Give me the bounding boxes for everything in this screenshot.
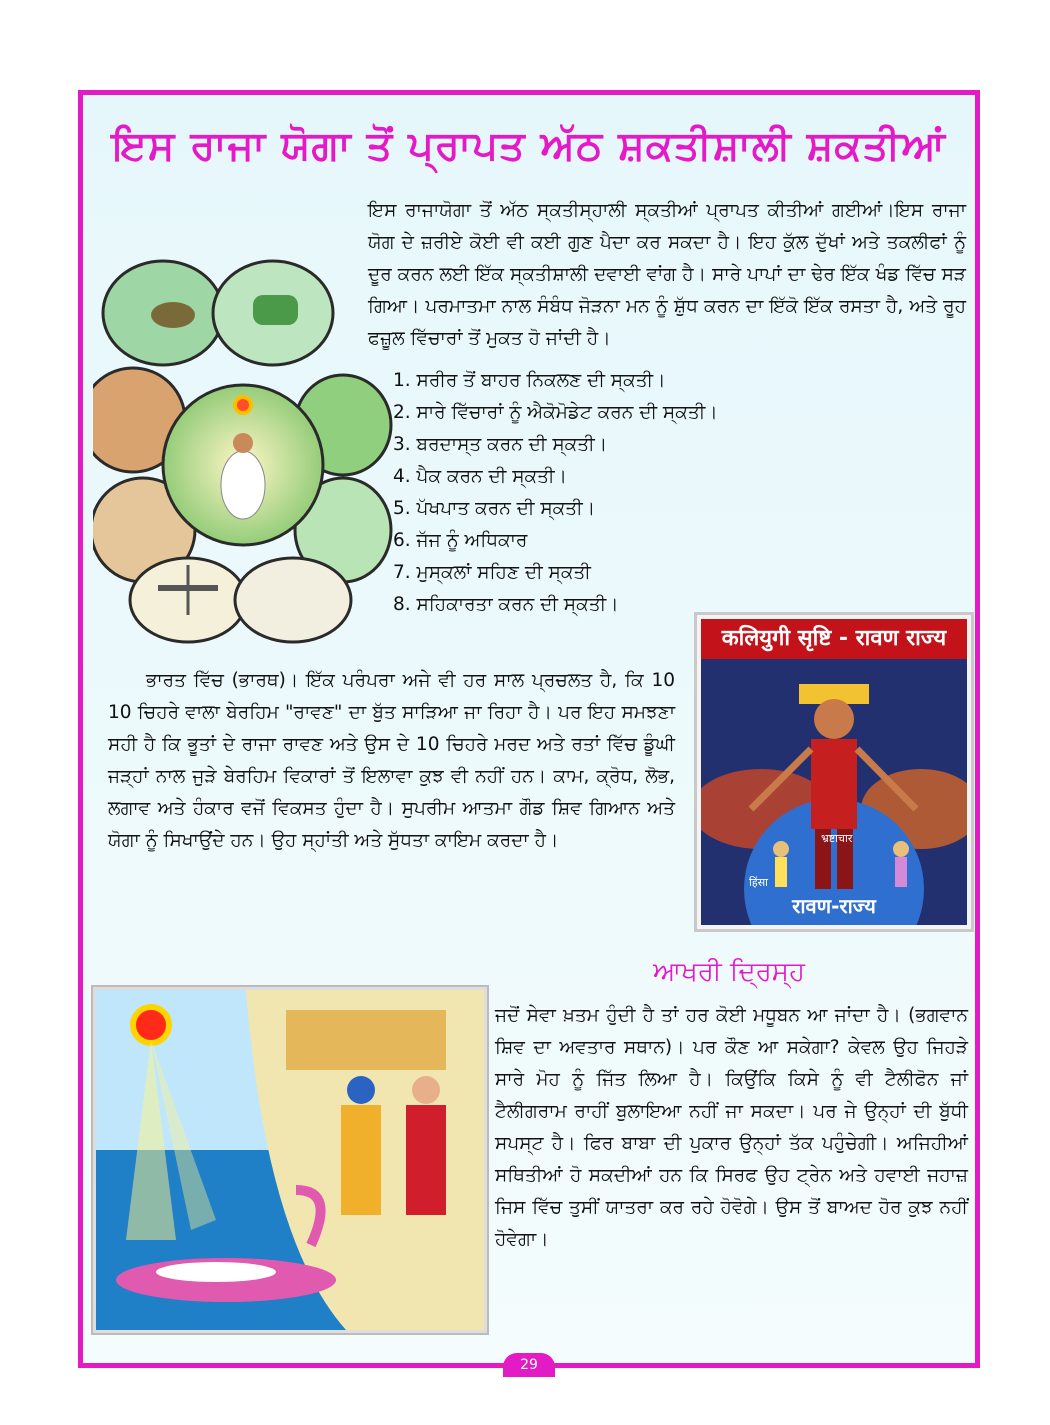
final-scene-illustration — [96, 990, 484, 1330]
ravan-image-title: कलियुगी सृष्टि - रावण राज्य — [701, 619, 967, 659]
power-item: 7. ਮੁਸ੍ਕਲਾਂ ਸਹਿਣ ਦੀ ਸ੍ਕਤੀ — [393, 562, 591, 583]
power-item: 5. ਪੱਖਪਾਤ ਕਰਨ ਦੀ ਸ੍ਕਤੀ। — [393, 498, 596, 519]
ravan-rajya-image — [697, 615, 971, 929]
power-item: 4. ਪੈਕ ਕਰਨ ਦੀ ਸ੍ਕਤੀ। — [393, 466, 568, 487]
page-frame — [78, 90, 980, 1373]
ravan-image-bottom-text: रावण-राज्य — [792, 894, 876, 918]
ravan-image-label-left: हिंसा — [749, 876, 768, 889]
ravan-illustration — [701, 659, 967, 925]
eight-powers-flower-image — [93, 255, 393, 645]
ravan-paragraph: ਭਾਰਤ ਵਿੱਚ (ਭਾਰਥ)। ਇੱਕ ਪਰੰਪਰਾ ਅਜੇ ਵੀ ਹਰ ਸਾਲ ਪ੍ਰਚਲਤ ਹੈ, ਕਿ 10 10 ਚਿਹਰੇ ਵਾਲਾ ਬੇਰਹਿਮ "ਰਾਵਣ" ਦਾ ਬੁੱਤ ਸਾੜਿਆ ਜਾ ਰਿਹਾ ਹੈ। ਪਰ ਇਹ ਸਮਝਣਾ ਸਹੀ ਹੈ ਕਿ ਭੂਤਾਂ ਦੇ ਰਾਜਾ ਰਾਵਣ ਅਤੇ ਉਸ ਦੇ 10 ਚਿਹਰੇ ਮਰਦ ਅਤੇ ਰਤਾਂ ਵਿੱਚ ਡੂੰਘੀ ਜੜ੍ਹਾਂ ਨਾਲ ਜੁੜੇ ਬੇਰਹਿਮ ਵਿਕਾਰਾਂ ਤੋਂ ਇਲਾਵਾ ਕੁਝ ਵੀ ਨਹੀਂ ਹਨ। ਕਾਮ, ਕ੍ਰੋਧ, ਲੋਭ, ਲਗਾਵ ਅਤੇ ਹੰਕਾਰ ਵਜੋਂ ਵਿਕਸਤ ਹੁੰਦਾ ਹੈ। ਸੁਪਰੀਮ ਆਤਮਾ ਗੌਡ ਸ਼ਿਵ ਗਿਆਨ ਅਤੇ ਯੋਗਾ ਨੂੰ ਸਿਖਾਉਂਦੇ ਹਨ। ਉਹ ਸ੍ਹਾਂਤੀ ਅਤੇ ਸੁੱਧਤਾ ਕਾਇਮ ਕਰਦਾ ਹੈ। — [108, 670, 675, 851]
ravan-image-label-right: भ्रष्टाचार — [821, 832, 853, 845]
final-scene-image — [93, 987, 487, 1333]
intro-paragraph: ਇਸ ਰਾਜਾਯੋਗਾ ਤੋਂ ਅੱਠ ਸ੍ਕਤੀਸ੍ਹਾਲੀ ਸ੍ਕਤੀਆਂ ਪ੍ਰਾਪਤ ਕੀਤੀਆਂ ਗਈਆਂ।ਇਸ ਰਾਜਾ ਯੋਗ ਦੇ ਜ਼ਰੀਏ ਕੋਈ ਵੀ ਕਈ ਗੁਣ ਪੈਦਾ ਕਰ ਸਕਦਾ ਹੈ। ਇਹ ਕੁੱਲ ਦੁੱਖਾਂ ਅਤੇ ਤਕਲੀਫਾਂ ਨੂੰ ਦੂਰ ਕਰਨ ਲਈ ਇੱਕ ਸ੍ਕਤੀਸ਼ਾਲੀ ਦਵਾਈ ਵਾਂਗ ਹੈ। ਸਾਰੇ ਪਾਪਾਂ ਦਾ ਢੇਰ ਇੱਕ ਖੰਡ ਵਿੱਚ ਸੜ ਗਿਆ। ਪਰਮਾਤਮਾ ਨਾਲ ਸੰਬੰਧ ਜੋੜਨਾ ਮਨ ਨੂੰ ਸ਼ੁੱਧ ਕਰਨ ਦਾ ਇੱਕੋ ਇੱਕ ਰਸਤਾ ਹੈ, ਅਤੇ ਰੂਹ ਫਜ਼ੂਲ ਵਿੱਚਾਰਾਂ ਤੋਂ ਮੁਕਤ ਹੋ ਜਾਂਦੀ ਹੈ। — [368, 200, 966, 349]
powers-list — [393, 365, 718, 621]
power-item: 1. ਸਰੀਰ ਤੋਂ ਬਾਹਰ ਨਿਕਲਣ ਦੀ ਸ੍ਕਤੀ। — [393, 370, 666, 391]
power-item: 3. ਬਰਦਾਸ੍ਤ ਕਰਨ ਦੀ ਸ੍ਕਤੀ। — [393, 434, 608, 455]
page-number: 29 — [503, 1353, 555, 1377]
power-item: 2. ਸਾਰੇ ਵਿੱਚਾਰਾਂ ਨੂੰ ਐਕੋਮੋਡੇਟ ਕਰਨ ਦੀ ਸ੍ਕਤੀ। — [393, 402, 718, 423]
power-item: 6. ਜੱਜ ਨੂੰ ਅਧਿਕਾਰ — [393, 530, 528, 551]
power-item: 8. ਸਹਿਕਾਰਤਾ ਕਰਨ ਦੀ ਸ੍ਕਤੀ। — [393, 594, 619, 615]
final-scene-heading: ਆਖਰੀ ਦ੍ਰਿਸ੍ਹ — [653, 957, 805, 987]
page-title: ਇਸ ਰਾਜਾ ਯੋਗਾ ਤੋਂ ਪ੍ਰਾਪਤ ਅੱਠ ਸ਼ਕਤੀਸ਼ਾਲੀ ਸ਼ਕਤੀਆਂ — [112, 123, 946, 169]
final-scene-paragraph: ਜਦੋਂ ਸੇਵਾ ਖ਼ਤਮ ਹੁੰਦੀ ਹੈ ਤਾਂ ਹਰ ਕੋਈ ਮਧੂਬਨ ਆ ਜਾਂਦਾ ਹੈ। (ਭਗਵਾਨ ਸ਼ਿਵ ਦਾ ਅਵਤਾਰ ਸਥਾਨ)। ਪਰ ਕੌਣ ਆ ਸਕੇਗਾ? ਕੇਵਲ ਉਹ ਜਿਹੜੇ ਸਾਰੇ ਮੋਹ ਨੂੰ ਜਿੱਤ ਲਿਆ ਹੈ। ਕਿਉਂਕਿ ਕਿਸੇ ਨੂੰ ਵੀ ਟੈਲੀਫੋਨ ਜਾਂ ਟੈਲੀਗਰਾਮ ਰਾਹੀਂ ਬੁਲਾਇਆ ਨਹੀਂ ਜਾ ਸਕਦਾ। ਪਰ ਜੇ ਉਨ੍ਹਾਂ ਦੀ ਬੁੱਧੀ ਸਪਸ੍ਟ ਹੈ। ਫਿਰ ਬਾਬਾ ਦੀ ਪੁਕਾਰ ਉਨ੍ਹਾਂ ਤੱਕ ਪਹੁੰਚੇਗੀ। ਅਜਿਹੀਆਂ ਸਥਿਤੀਆਂ ਹੋ ਸਕਦੀਆਂ ਹਨ ਕਿ ਸਿਰਫ ਉਹ ਟ੍ਰੇਨ ਅਤੇ ਹਵਾਈ ਜਹਾਜ਼ ਜਿਸ ਵਿੱਚ ਤੁਸੀਂ ਯਾਤਰਾ ਕਰ ਰਹੇ ਹੋਵੋਗੇ। ਉਸ ਤੋਂ ਬਾਅਦ ਹੋਰ ਕੁਝ ਨਹੀਂ ਹੋਵੇਗਾ। — [495, 1005, 968, 1250]
